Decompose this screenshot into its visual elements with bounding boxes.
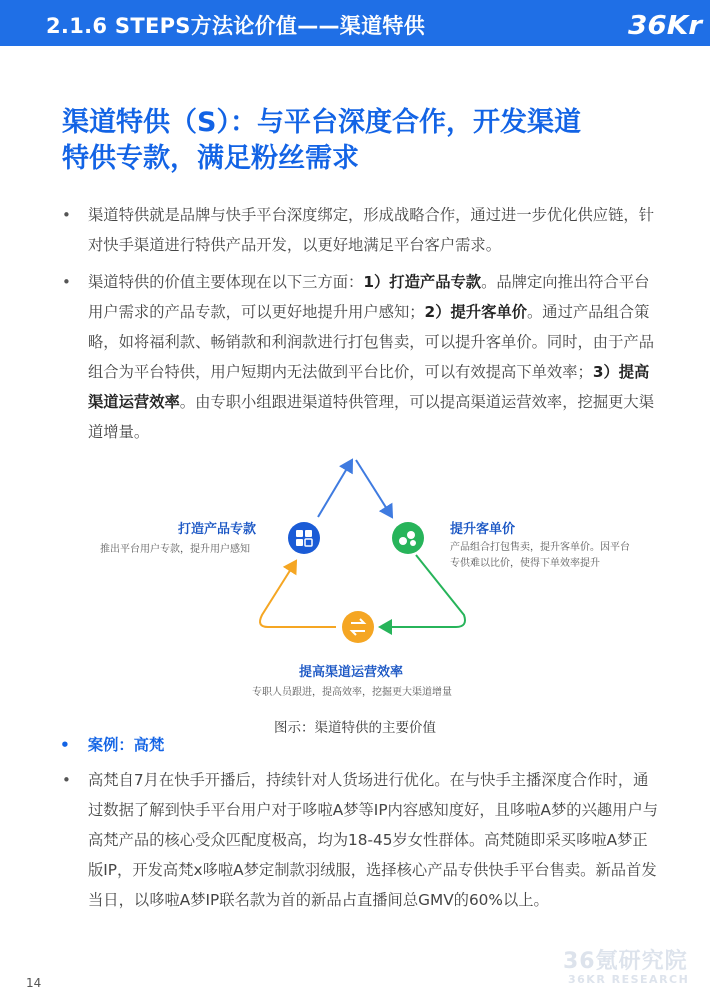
node-efficiency-title: 提高渠道运营效率 (299, 665, 404, 680)
node-price-title: 提升客单价 (450, 522, 516, 537)
watermark-sub: 36KR RESEARCH (568, 973, 690, 986)
arrow-bottom-to-left (260, 561, 336, 627)
heading-line-2: 特供专款，满足粉丝需求 (62, 143, 359, 174)
watermark: 36氪研究院 (563, 949, 688, 974)
node-product-icon-circle (288, 522, 320, 554)
bullet-definition: • 渠道特供就是品牌与快手平台深度绑定，形成战略合作，通过进一步优化供应链，针对快手渠道进行特供产品开发，以更好地满足平台客户需求。 (60, 200, 660, 260)
arrow-left-to-apex (318, 460, 352, 517)
node-price-desc: 产品组合打包售卖，提升客单价。因平台专供难以比价，使得下单效率提升 (450, 542, 630, 569)
value-cycle-diagram (90, 455, 650, 710)
node-product-title: 打造产品专款 (178, 522, 257, 537)
page-heading (62, 105, 662, 177)
page-number: 14 (26, 976, 42, 990)
arrow-apex-to-right (356, 460, 392, 517)
bullet-list (60, 200, 660, 454)
value-point-3-label: 3）提高渠道运营效率 (88, 363, 650, 411)
node-efficiency-icon-circle (342, 611, 374, 643)
case-title: • 案例：高梵 (60, 732, 164, 758)
node-efficiency-desc: 专职人员跟进，提高效率，挖掘更大渠道增量 (252, 687, 452, 698)
node-product-desc: 推出平台用户专款，提升用户感知 (100, 544, 250, 555)
node-price-icon-circle (392, 522, 424, 554)
header-bar (0, 0, 710, 46)
section-title: 2.1.6 STEPS方法论价值——渠道特供 (46, 14, 426, 38)
value-intro: 渠道特供的价值主要体现在以下三方面： (88, 273, 364, 291)
value-point-3-text: 。由专职小组跟进渠道特供管理，可以提高渠道运营效率，挖掘更大渠道增量。 (88, 393, 655, 441)
figure-caption: 图示：渠道特供的主要价值 (274, 720, 436, 736)
value-point-1-text: 。品牌定向推出符合平台用户需求的产品专款，可以更好地提升用户感知； (88, 273, 650, 321)
logo-text: 36Kr (628, 11, 705, 41)
case-bullets (60, 765, 660, 922)
bullet-value (60, 267, 660, 447)
case-body: • 高梵自7月在快手开播后，持续针对人货场进行优化。在与快手主播深度合作时，通过数据了解到快手平台用户对于哆啦A梦等IP内容感知度好，且哆啦A梦的兴趣用户与高梵产品的核心受众匹配度极高，均为18-45岁女性群体。高梵随即采买哆啦A梦正版IP，开发高梵x哆啦A梦定制款羽绒服，选择核心产品专供快手平台售卖。新品首发当日，以哆啦A梦IP联名款为首的新品占直播间总GMV的60%以上。 (60, 765, 660, 915)
value-point-1-label: 1）打造产品专款 (363, 273, 482, 291)
36kr-logo (626, 4, 706, 48)
value-point-2-label: 2）提升客单价 (424, 303, 527, 321)
value-point-2-text: 。通过产品组合策略，如将福利款、畅销款和利润款进行打包售卖，可以提升客单价。同时，由于产品组合为平台特供，用户短期内无法做到平台比价，可以有效提高下单效率； (88, 303, 654, 381)
heading-line-1: 渠道特供（S）：与平台深度合作，开发渠道 (62, 107, 581, 138)
